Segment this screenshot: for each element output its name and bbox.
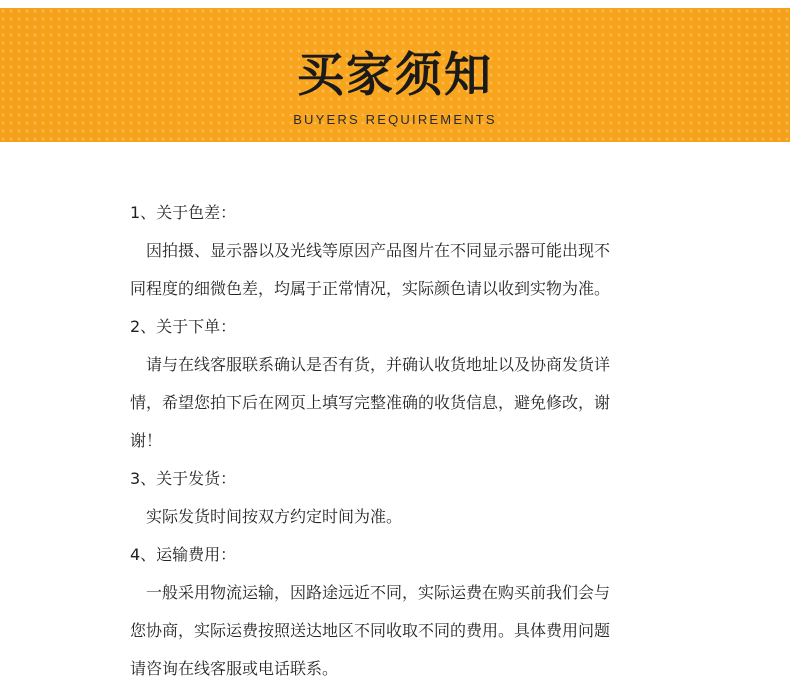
paragraph-line: 同程度的细微色差，均属于正常情况，实际颜色请以收到实物为准。 [130,279,611,298]
header-banner [0,8,790,142]
paragraph-line: 谢！ [130,431,163,450]
paragraph-line: 情，希望您拍下后在网页上填写完整准确的收货信息，避免修改，谢 [130,393,611,412]
notice-content [130,198,650,692]
paragraph-line: 您协商，实际运费按照送达地区不同收取不同的费用。具体费用问题 [130,621,611,640]
banner-title: 买家须知 [297,48,493,103]
banner-subtitle: BUYERS REQUIREMENTS [293,112,497,127]
paragraph-line: 实际发货时间按双方约定时间为准。 [146,507,403,526]
section-heading-order: 2、关于下单： [130,317,237,336]
paragraph-line: 请与在线客服联系确认是否有货，并确认收货地址以及协商发货详 [146,355,611,374]
section-heading-color: 1、关于色差： [130,203,237,222]
paragraph-line: 一般采用物流运输，因路途远近不同，实际运费在购买前我们会与 [146,583,611,602]
section-heading-freight: 4、运输费用： [130,545,237,564]
paragraph-line: 请咨询在线客服或电话联系。 [130,659,339,678]
section-heading-shipping: 3、关于发货： [130,469,237,488]
paragraph-line: 因拍摄、显示器以及光线等原因产品图片在不同显示器可能出现不 [146,241,611,260]
